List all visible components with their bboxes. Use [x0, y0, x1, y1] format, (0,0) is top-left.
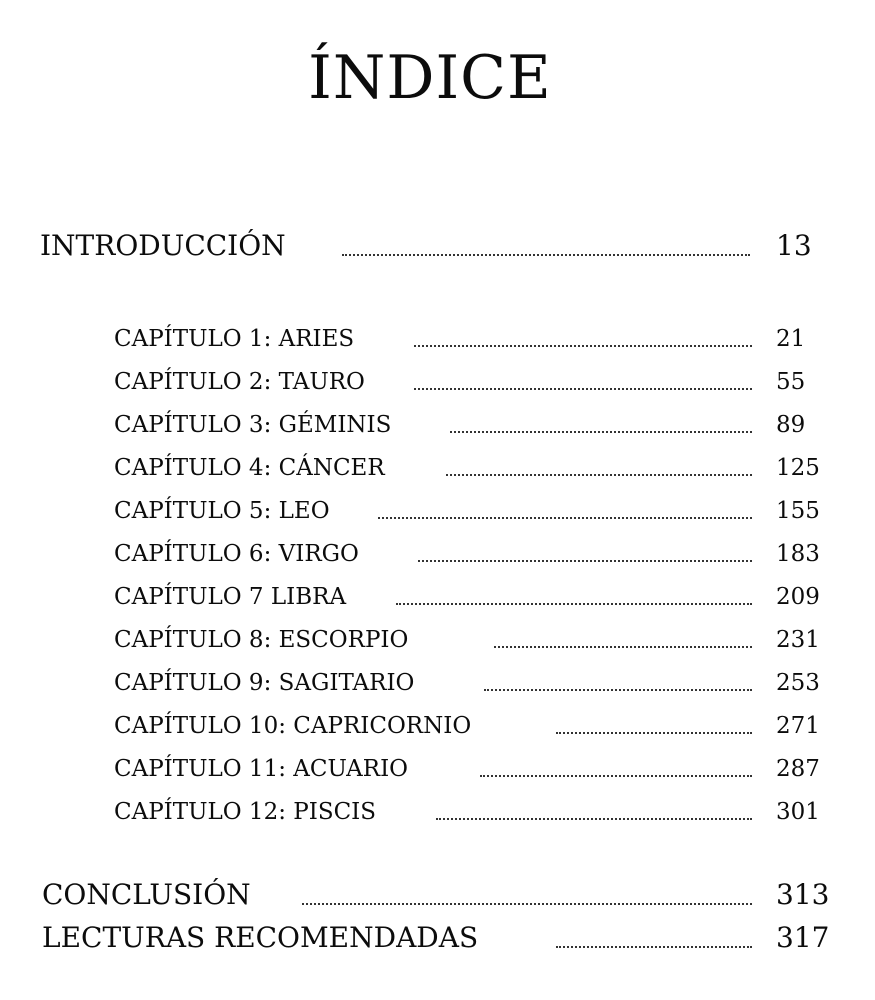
dot-leader	[418, 560, 752, 562]
toc-entry-label: INTRODUCCIÓN	[40, 229, 286, 262]
toc-entry-chapter	[114, 616, 830, 658]
toc-entry-page: 317	[776, 921, 830, 954]
dot-leader	[480, 775, 752, 777]
toc-entry-label: CAPÍTULO 6: VIRGO	[114, 541, 359, 567]
toc-entry-label: CAPÍTULO 3: GÉMINIS	[114, 412, 392, 438]
toc-entry-label: CAPÍTULO 8: ESCORPIO	[114, 627, 409, 653]
toc-entry-page: 271	[776, 713, 820, 739]
dot-leader	[396, 603, 752, 605]
toc-entry-chapter	[114, 530, 830, 572]
toc-entry-page: 13	[776, 229, 812, 262]
toc-entry-label: CAPÍTULO 12: PISCIS	[114, 799, 377, 825]
toc-entry-chapter	[114, 788, 830, 830]
toc-entry-label: CAPÍTULO 2: TAURO	[114, 369, 365, 395]
toc-entry-label: CAPÍTULO 7 LIBRA	[114, 584, 347, 610]
toc-entry-page: 253	[776, 670, 820, 696]
toc-entry-chapter	[114, 487, 830, 529]
toc-entry-chapter	[114, 573, 830, 615]
dot-leader	[556, 732, 752, 734]
toc-entry-label: CAPÍTULO 10: CAPRICORNIO	[114, 713, 472, 739]
toc-entry-label: CAPÍTULO 9: SAGITARIO	[114, 670, 415, 696]
toc-entry-page: 183	[776, 541, 820, 567]
dot-leader	[342, 254, 750, 256]
dot-leader	[436, 818, 752, 820]
toc-entry-chapter	[114, 659, 830, 701]
toc-entry-chapter	[114, 745, 830, 787]
toc-entry-page: 155	[776, 498, 820, 524]
toc-entry-page: 231	[776, 627, 820, 653]
dot-leader	[414, 345, 752, 347]
toc-entry-chapter	[114, 702, 830, 744]
toc-entry-page: 55	[776, 369, 806, 395]
toc-entry-recommended-reading	[42, 916, 837, 958]
dot-leader	[414, 388, 752, 390]
dot-leader	[484, 689, 752, 691]
dot-leader	[494, 646, 752, 648]
dot-leader	[302, 903, 752, 905]
toc-entry-chapter	[114, 358, 830, 400]
toc-entry-page: 89	[776, 412, 806, 438]
toc-entry-page: 287	[776, 756, 820, 782]
toc-entry-page: 209	[776, 584, 820, 610]
toc-entry-label: CAPÍTULO 4: CÁNCER	[114, 455, 385, 481]
dot-leader	[378, 517, 752, 519]
toc-entry-page: 21	[776, 326, 806, 352]
toc-entry-page: 125	[776, 455, 820, 481]
toc-entry-introduction	[40, 224, 830, 266]
toc-entry-label: CAPÍTULO 1: ARIES	[114, 326, 355, 352]
toc-entry-chapter	[114, 315, 830, 357]
dot-leader	[556, 946, 752, 948]
dot-leader	[446, 474, 752, 476]
dot-leader	[450, 431, 752, 433]
toc-entry-page: 301	[776, 799, 820, 825]
toc-entry-label: CAPÍTULO 5: LEO	[114, 498, 330, 524]
toc-entry-label: LECTURAS RECOMENDADAS	[42, 921, 479, 954]
toc-entry-chapter	[114, 444, 830, 486]
toc-entry-page: 313	[776, 878, 830, 911]
toc-entry-label: CAPÍTULO 11: ACUARIO	[114, 756, 409, 782]
toc-entry-conclusion	[42, 873, 837, 915]
toc-entry-chapter	[114, 401, 830, 443]
toc-entry-label: CONCLUSIÓN	[42, 878, 251, 911]
page-title: ÍNDICE	[308, 43, 552, 113]
